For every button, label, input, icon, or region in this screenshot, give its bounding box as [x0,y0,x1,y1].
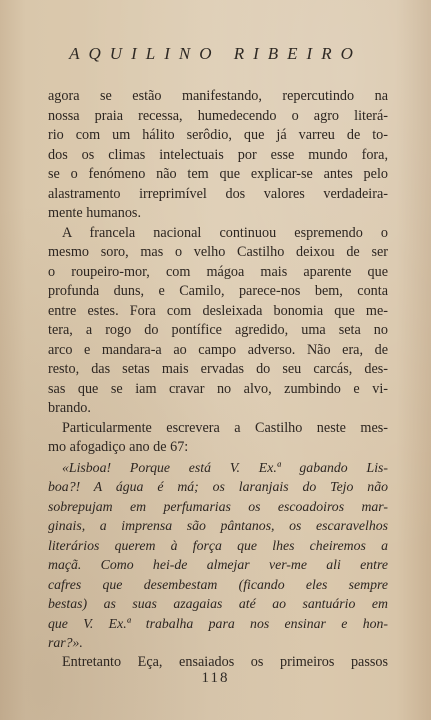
text-line: nossa praia recessa, humedecendo o agro literá- [48,107,388,124]
text-line: se o fenómeno não tem que explicar-se antes pelo [48,166,388,182]
quote-line: bestas) as suas azagaias até ao santuário em [48,596,388,611]
text-line: mesmo soro, mas o velho Castilho deixou de ser [48,244,388,260]
text-line: arco e mandara-a ao campo adverso. Não era, de [48,341,388,358]
text-line: profunda duns, e Camilo, parece-nos bem, conta [48,283,388,299]
text-line: sas que se iam cravar no alvo, zumbindo e vi- [48,380,388,397]
quote-line: cafres que desembestam (ficando eles sempre [48,576,388,592]
text-line: brando. [48,400,91,416]
quote-line: sobrepujam em perfumarias os escoadoiros mar- [48,498,388,514]
text-line: mente humanos. [48,205,141,221]
page-number: 118 [201,670,230,686]
text-line: rio com um hálito serôdio, que já varreu de to- [48,127,388,143]
text-line: alastramento irreprimível dos valores verdadeira- [48,185,388,202]
quote-line: rar?». [48,635,83,650]
quote-line: boa?! A água é má; os laranjais do Tejo não [48,479,388,494]
body-text [48,87,388,672]
text-line: tera, a rogo do pontífice agredido, uma seta no [48,322,388,338]
text-line: A francela nacional continuou espremendo o [62,224,388,241]
text-line: dos os climas intelectuais por esse mundo fora, [48,146,388,163]
quote-line: «Lisboa! Porque está V. Ex.ª gabando Lis- [62,459,388,475]
quote-line: que V. Ex.ª trabalha para nos ensinar e hon- [48,615,388,631]
text-line: resto, das setas mais ervadas do seu carcás, des- [48,361,388,377]
running-head: AQUILINO RIBEIRO [69,44,362,63]
text-line: entre estes. Fora com desleixada bonomia que me- [48,302,388,319]
quote-line: ginais, a imprensa são pântanos, os escaravelhos [48,518,388,533]
text-line: mo afogadiço ano de 67: [48,439,189,455]
text-line: Particularmente escrevera a Castilho neste mes- [62,419,388,436]
text-line: o roupeiro-mor, com mágoa mais aparente que [48,263,388,280]
quote-line: literários querem à força que lhes cheiremos a [48,537,388,553]
text-line: agora se estão manifestando, repercutindo na [48,88,388,104]
quote-line: maçã. Como hei-de almejar ver-me ali entre [48,557,388,572]
text-line: Entretanto Eça, ensaiados os primeiros passos [62,653,388,670]
